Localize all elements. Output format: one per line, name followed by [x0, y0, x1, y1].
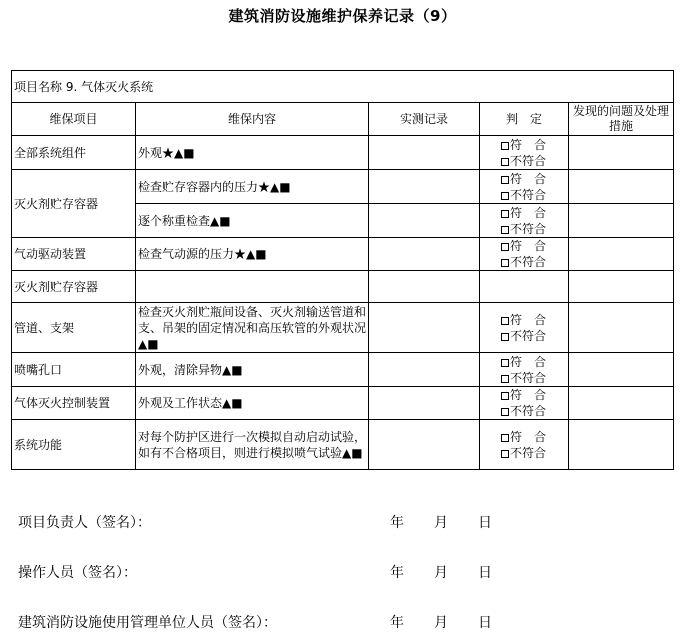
pass-checkbox[interactable] [501, 317, 509, 325]
fail-label: 不符合 [510, 221, 547, 236]
fail-checkbox[interactable] [501, 226, 509, 234]
judge-cell [480, 238, 569, 271]
content-cell: 检查灭火剂贮瓶间设备、灭火剂输送管道和支、吊架的固定情况和高压软管的外观状况▲■ [136, 303, 369, 353]
content-cell [136, 271, 369, 303]
date-month: 月 [434, 615, 448, 631]
item-cell: 灭火剂贮存容器 [12, 170, 136, 238]
record-cell[interactable] [369, 303, 480, 353]
content-cell: 检查贮存容器内的压力★▲■ [136, 170, 369, 204]
table-row [12, 353, 674, 387]
problems-cell[interactable] [569, 271, 674, 303]
judge-cell [480, 271, 569, 303]
fail-checkbox[interactable] [501, 375, 509, 383]
pass-label: 符 合 [510, 312, 547, 327]
pass-label: 符 合 [510, 388, 547, 402]
item-cell: 系统功能 [12, 420, 136, 470]
content-cell: 外观及工作状态▲■ [136, 387, 369, 420]
pass-checkbox[interactable] [501, 176, 509, 184]
record-cell[interactable] [369, 204, 480, 238]
project-name: 项目名称 9. 气体灭火系统 [12, 71, 674, 103]
problems-cell[interactable] [569, 204, 674, 238]
table-row [12, 238, 674, 271]
fail-label: 不符合 [510, 187, 547, 202]
judge-cell [480, 353, 569, 387]
header-judge: 判 定 [480, 103, 569, 136]
pass-checkbox[interactable] [501, 392, 509, 400]
fail-checkbox[interactable] [501, 192, 509, 200]
fail-checkbox[interactable] [501, 158, 509, 166]
pass-checkbox[interactable] [501, 243, 509, 251]
pass-checkbox[interactable] [501, 210, 509, 218]
judge-cell [480, 303, 569, 353]
date-month: 月 [434, 565, 448, 581]
problems-cell[interactable] [569, 387, 674, 420]
judge-cell [480, 387, 569, 420]
maintenance-record-table [11, 70, 674, 470]
item-cell: 全部系统组件 [12, 136, 136, 170]
table-row [12, 170, 674, 204]
pass-label: 符 合 [510, 137, 547, 152]
record-cell[interactable] [369, 387, 480, 420]
page-title: 建筑消防设施维护保养记录（9） [228, 7, 457, 25]
problems-cell[interactable] [569, 303, 674, 353]
pass-label: 符 合 [510, 205, 547, 220]
pass-checkbox[interactable] [501, 142, 509, 150]
project-name-row [12, 71, 674, 103]
operator-signature-label: 操作人员（签名）： [18, 565, 137, 581]
record-cell[interactable] [369, 238, 480, 271]
content-cell: 逐个称重检查▲■ [136, 204, 369, 238]
record-cell[interactable] [369, 420, 480, 470]
date-day: 日 [478, 615, 492, 631]
item-cell: 喷嘴孔口 [12, 353, 136, 387]
content-cell: 外观★▲■ [136, 136, 369, 170]
item-cell: 气动驱动装置 [12, 238, 136, 271]
record-cell[interactable] [369, 170, 480, 204]
header-row [12, 103, 674, 136]
item-cell: 管道、支架 [12, 303, 136, 353]
table-row [12, 420, 674, 470]
item-cell: 灭火剂贮存容器 [12, 271, 136, 303]
date-day: 日 [478, 515, 492, 531]
header-record: 实测记录 [369, 103, 480, 136]
fail-checkbox[interactable] [501, 333, 509, 341]
fail-checkbox[interactable] [501, 450, 509, 458]
fail-checkbox[interactable] [501, 408, 509, 416]
header-problems: 发现的问题及处理措施 [569, 103, 674, 136]
problems-cell[interactable] [569, 136, 674, 170]
pass-label: 符 合 [510, 239, 547, 253]
pass-label: 符 合 [510, 354, 547, 369]
fail-label: 不符合 [510, 255, 547, 269]
date-year: 年 [390, 515, 404, 531]
table-row [12, 271, 674, 303]
content-cell: 对每个防护区进行一次模拟自动启动试验，如有不合格项目，则进行模拟喷气试验▲■ [136, 420, 369, 470]
judge-cell [480, 204, 569, 238]
pass-label: 符 合 [510, 429, 547, 444]
judge-cell [480, 170, 569, 204]
fail-label: 不符合 [510, 328, 547, 343]
table-row [12, 303, 674, 353]
judge-cell [480, 420, 569, 470]
unit-staff-signature-label: 建筑消防设施使用管理单位人员（签名）： [18, 615, 277, 631]
header-content: 维保内容 [136, 103, 369, 136]
fail-label: 不符合 [510, 445, 547, 460]
date-day: 日 [478, 565, 492, 581]
record-cell[interactable] [369, 271, 480, 303]
record-cell[interactable] [369, 136, 480, 170]
record-cell[interactable] [369, 353, 480, 387]
fail-checkbox[interactable] [501, 259, 509, 267]
table-row [12, 387, 674, 420]
pass-checkbox[interactable] [501, 434, 509, 442]
pass-checkbox[interactable] [501, 359, 509, 367]
fail-label: 不符合 [510, 153, 547, 168]
problems-cell[interactable] [569, 238, 674, 271]
fail-label: 不符合 [510, 370, 547, 385]
project-lead-signature-label: 项目负责人（签名）： [18, 515, 151, 531]
table-row [12, 136, 674, 170]
pass-label: 符 合 [510, 171, 547, 186]
problems-cell[interactable] [569, 353, 674, 387]
fail-label: 不符合 [510, 404, 547, 418]
problems-cell[interactable] [569, 170, 674, 204]
date-year: 年 [390, 615, 404, 631]
date-month: 月 [434, 515, 448, 531]
content-cell: 检查气动源的压力★▲■ [136, 238, 369, 271]
content-cell: 外观，清除异物▲■ [136, 353, 369, 387]
header-item: 维保项目 [12, 103, 136, 136]
judge-cell [480, 136, 569, 170]
date-year: 年 [390, 565, 404, 581]
item-cell: 气体灭火控制装置 [12, 387, 136, 420]
problems-cell[interactable] [569, 420, 674, 470]
